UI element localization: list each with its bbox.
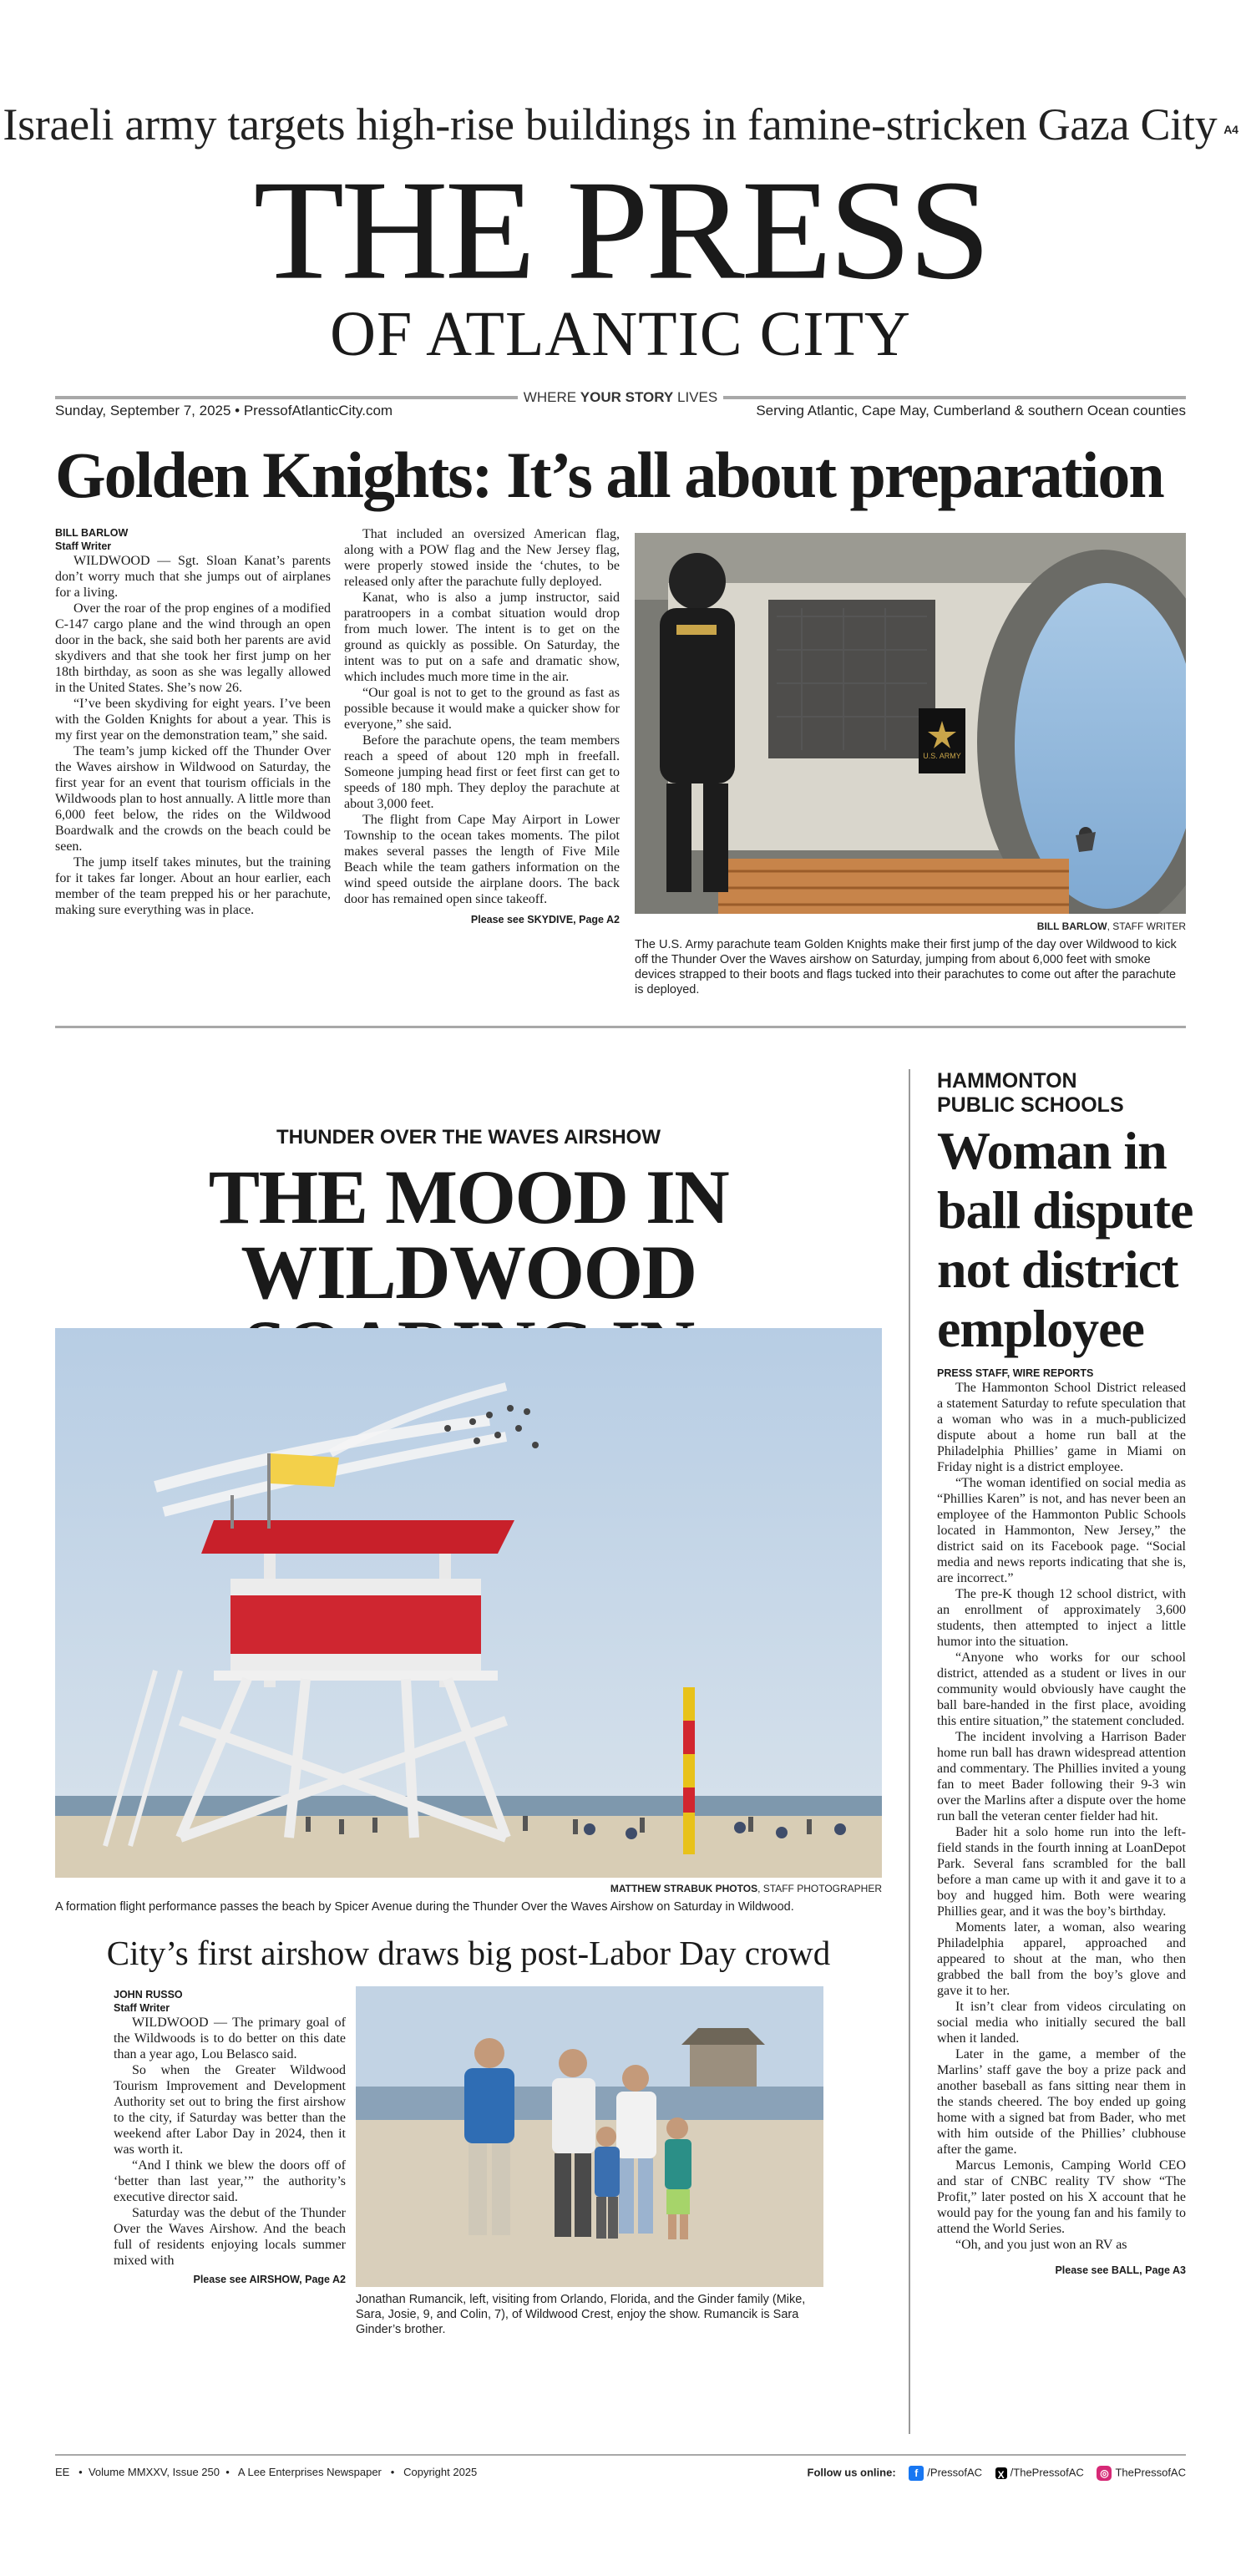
lead-body-col1 xyxy=(55,553,331,918)
paragraph: The pre-K though 12 school district, with an enrollment of approximately 3,600 students, then attempted to inject a little humor into the situation. xyxy=(937,1587,1186,1649)
paragraph: The flight from Cape May Airport in Lower Township to the ocean takes moments. The pilot makes several passes the length of Five Mile Beach while the team gathers information on the wind speed outside the airplane doors. The back door has remained open since takeoff. xyxy=(344,813,620,906)
paragraph: The jump itself takes minutes, but the training for it takes far longer. About an hour earlier, each member of the team prepped his or her parachute, making sure everything was in place. xyxy=(55,855,331,917)
paragraph: It isn’t clear from videos circulating on social media who initially secured the ball when it landed. xyxy=(937,2000,1186,2046)
footer-rule xyxy=(55,2454,1186,2456)
family-photo-caption: Jonathan Rumancik, left, visiting from Orlando, Florida, and the Ginder family (Mike, Sara, Josie, 9, and Colin, 7), of Wildwood Crest, enjoy the show. Rumancik is Sara Ginder’s brother. xyxy=(356,2293,806,2336)
serving-area: Serving Atlantic, Cape May, Cumberland & southern Ocean counties xyxy=(756,403,1186,418)
paragraph: “And I think we blew the doors off of ‘better than last year,’” the authority’s executive director said. xyxy=(114,2158,346,2204)
paragraph: That included an oversized American flag, along with a POW flag and the New Jersey flag, were properly stowed inside the ‘chutes, to be released only after the parachute fully deployed. xyxy=(344,527,620,589)
footer xyxy=(55,2466,1186,2481)
sidebar-headline[interactable]: Woman in ball dispute not district employee xyxy=(937,1121,1193,1358)
lead-photo-credit: BILL BARLOW, STAFF WRITER xyxy=(1036,920,1186,932)
slogan: WHERE YOUR STORY LIVES xyxy=(523,389,718,405)
paragraph: Before the parachute opens, the team members reach a speed of about 120 mph in freefall. Someone jumping head first or feet first can get to speeds of 180 mph. They deploy the parachute at about 3,000 feet. xyxy=(344,733,620,811)
paragraph: The Hammonton School District released a statement Saturday to refute speculation that a woman who was in a much-publicized dispute about a home run ball at the Philadelphia Phillies’ game in Miami on Friday night is a district employee. xyxy=(937,1381,1186,1474)
paragraph: Marcus Lemonis, Camping World CEO and star of CNBC reality TV show “The Profit,” later posted on his X account that he would pay for the young fan and his family to attend the World Series. xyxy=(937,2158,1186,2236)
lead-byline: BILL BARLOW Staff Writer xyxy=(55,527,129,552)
paragraph: The team’s jump kicked off the Thunder Over the Waves airshow in Wildwood on Saturday, the first year for an event that tourism officials in the Wildwoods plan to host annually. A little more than 6,000 feet below, the rides on the Wildwood Boardwalk and the crowds on the beach could be seen. xyxy=(55,744,331,854)
family-photo xyxy=(356,1986,823,2287)
lead-photo-caption: The U.S. Army parachute team Golden Knights make their first jump of the day over Wildwood to kick off the Thunder Over the Waves airshow on Saturday, jumping from about 6,000 feet with smoke devices strapped to their boots and flags tucked into their parachutes to come out after the parachute is deployed. xyxy=(635,938,1177,996)
lead-column-2 xyxy=(344,526,620,925)
lead-column-1 xyxy=(55,526,331,918)
follow-label: Follow us online: xyxy=(807,2466,896,2479)
paragraph: Later in the game, a member of the Marlins’ staff gave the boy a prize pack and another baseball as fans sitting near them in the stands cheered. The boy ended up going home with a signed bat from Bader, who met with him outside of the Phillies’ clubhouse after the game. xyxy=(937,2047,1186,2157)
airshow-column xyxy=(114,1988,346,2285)
airshow-subhead[interactable]: City’s first airshow draws big post-Labor Day crowd xyxy=(106,1934,831,1972)
lead-body-col2 xyxy=(344,526,620,907)
sidebar-kicker: HAMMONTON PUBLIC SCHOOLS xyxy=(937,1069,1124,1117)
masthead-subtitle: OF ATLANTIC CITY xyxy=(330,299,911,369)
paragraph: “Our goal is not to get to the ground as fast as possible because it would make a quicker show for everyone,” she said. xyxy=(344,686,620,732)
teaser-headline[interactable] xyxy=(0,99,1241,150)
airshow-byline: JOHN RUSSO Staff Writer xyxy=(114,1989,183,2014)
dateline: Sunday, September 7, 2025 • PressofAtlanticCity.com xyxy=(55,403,393,418)
x-handle[interactable]: /ThePressofAC xyxy=(1010,2466,1084,2479)
paragraph: Kanat, who is also a jump instructor, said paratroopers in a combat situation would drop from much lower. The intent is to get on the ground as quickly as possible. On Saturday, the intent was to put on a safe and dramatic show, which includes much more time in the air. xyxy=(344,591,620,684)
paragraph: “Anyone who works for our school district, attended as a student or lives in our community would obviously have caught the ball bare-handed in the first place, avoiding this entire situation,” the statement concluded. xyxy=(937,1651,1186,1728)
teaser-page: A4 xyxy=(1223,122,1238,136)
masthead-title: THE PRESS xyxy=(253,150,988,310)
facebook-icon[interactable]: f xyxy=(909,2466,924,2481)
lead-headline[interactable]: Golden Knights: It’s all about preparation xyxy=(55,439,1163,511)
footer-info: EE • Volume MMXXV, Issue 250 • A Lee Enterprises Newspaper • Copyright 2025 xyxy=(55,2466,478,2478)
paragraph: WILDWOOD — The primary goal of the Wildwoods is to do better on this date than a year ago, Lou Belasco said. xyxy=(114,2016,346,2061)
wildwood-headline[interactable]: THE MOOD IN WILDWOOD xyxy=(208,1154,729,1315)
airshow-photo-caption: A formation flight performance passes the beach by Spicer Avenue during the Thunder Over the Waves Airshow on Saturday in Wildwood. xyxy=(55,1900,794,1914)
paragraph: Over the roar of the prop engines of a modified C-147 cargo plane and the wind through an open door in the back, she said both her parents are avid skydivers and that she took her first jump on her 18th birthday, as soon as she was legally allowed in the United States. She’s now 26. xyxy=(55,601,331,695)
paragraph: Moments later, a woman, also wearing Philadelphia apparel, approached and appeared to shout at the man, who then grabbed the ball from the boy’s glove and gave it to her. xyxy=(937,1920,1186,1998)
lead-jump[interactable]: Please see SKYDIVE, Page A2 xyxy=(470,914,620,925)
paragraph: “Oh, and you just won an RV as xyxy=(955,2238,1127,2252)
instagram-icon[interactable]: ◎ xyxy=(1097,2466,1112,2481)
sidebar-column xyxy=(937,1367,1186,2276)
x-icon[interactable]: X xyxy=(995,2467,1007,2479)
paragraph: “I’ve been skydiving for eight years. I’ve been with the Golden Knights for about a year. This is my first year on the demonstration team,” she said. xyxy=(55,697,331,743)
section-divider xyxy=(55,1026,1186,1028)
instagram-handle[interactable]: ThePressofAC xyxy=(1115,2466,1186,2479)
airshow-photo-credit: MATTHEW STRABUK PHOTOS, STAFF PHOTOGRAPHER xyxy=(610,1883,882,1894)
sidebar-byline: PRESS STAFF, WIRE REPORTS xyxy=(937,1367,1094,1379)
lead-photo xyxy=(635,533,1186,914)
paragraph: Saturday was the debut of the Thunder Over the Waves Airshow. And the beach full of residents enjoying locals summer mixed with xyxy=(114,2206,346,2268)
airshow-photo xyxy=(55,1328,882,1878)
sidebar-jump[interactable]: Please see BALL, Page A3 xyxy=(1055,2264,1186,2276)
paragraph: The incident involving a Harrison Bader home run ball has drawn widespread attention and commentary. The Phillies invited a young fan to meet Bader following their 9-3 win over the Marlins after a dispute over the home run ball the veteran center fielder had hit. xyxy=(937,1730,1186,1823)
wildwood-kicker: THUNDER OVER THE WAVES AIRSHOW xyxy=(276,1126,661,1149)
sidebar-rule xyxy=(909,1069,910,2434)
sidebar-body xyxy=(937,1380,1186,2253)
paragraph: So when the Greater Wildwood Tourism Improvement and Development Authority set out to bring the first airshow to the city, if Saturday was better than the weekend after Labor Day in 2024, then it was worth it. xyxy=(114,2063,346,2157)
teaser-text: Israeli army targets high-rise buildings in famine-stricken Gaza City xyxy=(3,99,1218,150)
footer-social xyxy=(808,2466,1187,2481)
airshow-jump[interactable]: Please see AIRSHOW, Page A2 xyxy=(193,2274,346,2285)
paragraph: WILDWOOD — Sgt. Sloan Kanat’s parents don’t worry much that she jumps out of airplanes for a living. xyxy=(55,554,331,600)
paragraph: “The woman identified on social media as “Phillies Karen” is not, and has never been an employee of the Hammonton Public Schools located in Hammonton, New Jersey,” the district said on its Facebook page. “Social media and news reports indicating that she is, are incorrect.” xyxy=(937,1476,1186,1585)
lead-photo-flag: U.S. ARMY xyxy=(923,752,961,760)
airshow-body xyxy=(114,2015,346,2269)
facebook-handle[interactable]: /PressofAC xyxy=(927,2466,983,2479)
paragraph: Bader hit a solo home run into the left-field stands in the fourth inning at LoanDepot Park. Several fans scrambled for the ball before a man came up with it and gave it to a boy and hugged him. Both were wearing Phillies gear, and it was the boy’s birthday. xyxy=(937,1825,1186,1919)
